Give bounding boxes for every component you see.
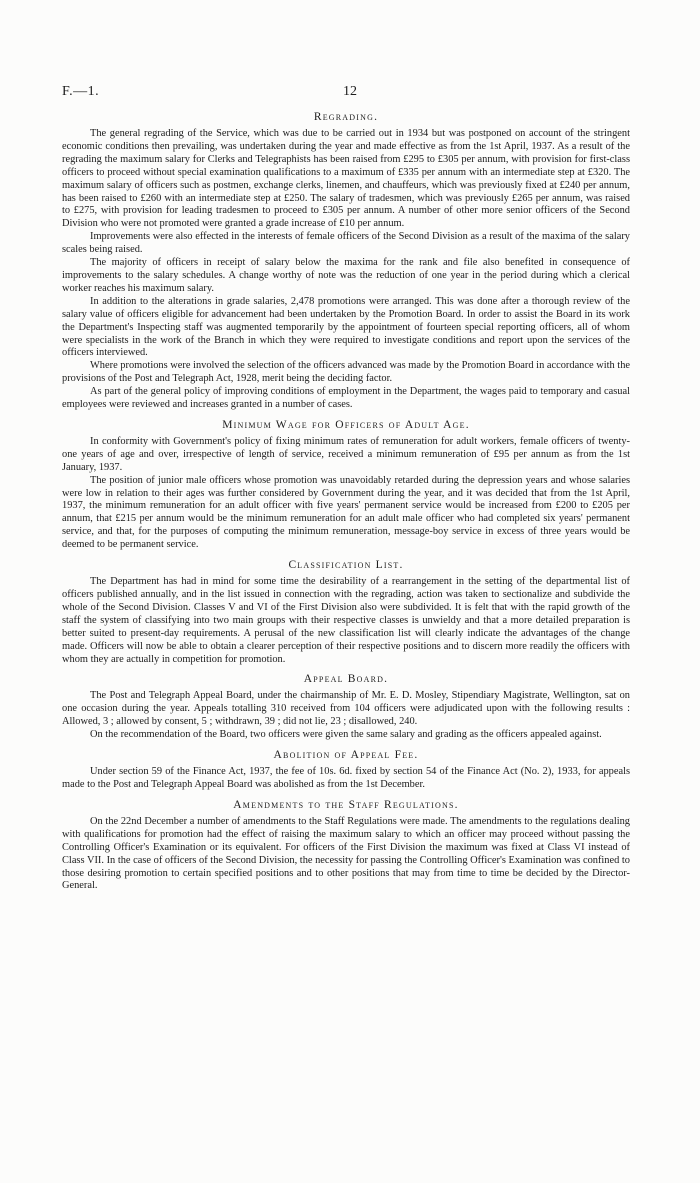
paragraph: In conformity with Government's policy of fixing minimum rates of remuneration for adult workers, female officers of twenty-one years of age and over, irrespective of length of service, received a minimum remuneration of £95 per annum as from the 1st January, 1937.	[62, 435, 630, 473]
section-appeal-board	[62, 672, 630, 742]
section-abolition-appeal-fee	[62, 748, 630, 792]
section-regrading	[62, 110, 630, 412]
section-classification-list	[62, 558, 630, 666]
paragraph: In addition to the alterations in grade salaries, 2,478 promotions were arranged. This was done after a thorough review of the salary value of officers eligible for advancement had been undertaken by the Promotion Board. In order to assist the Board in its work the Department's Inspecting staff was augmented temporarily by the appointment of fourteen special reporting officers, all of whom were specialists in the work of the Branch in which they were required to investigate conditions and report upon the services of the officers interviewed.	[62, 295, 630, 359]
section-heading: Appeal Board.	[303, 673, 389, 686]
section-heading: Minimum Wage for Officers of Adult Age.	[222, 418, 470, 431]
paragraph: The majority of officers in receipt of salary below the maxima for the rank and file also benefited in consequence of improvements to the salary schedules. A change worthy of note was the reduction of one year in the period during which a clerical worker reaches his maximum salary.	[62, 257, 630, 294]
section-staff-regulations	[62, 798, 630, 893]
series-reference: F.—1.	[62, 84, 100, 99]
page-number: 12	[343, 84, 357, 99]
paragraph: On the recommendation of the Board, two officers were given the same salary and grading as the officers appealed against.	[90, 729, 602, 741]
paragraph: The Post and Telegraph Appeal Board, under the chairmanship of Mr. E. D. Mosley, Stipendiary Magistrate, Wellington, sat on one occasion during the year. Appeals totalling 310 received from 104 officers were adjudicated upon with the following results : Allowed, 3 ; allowed by consent, 5 ; withdrawn, 39 ; did not lie, 23 ; disallowed, 240.	[62, 690, 630, 728]
section-heading: Amendments to the Staff Regulations.	[233, 798, 459, 811]
document-body	[62, 110, 630, 899]
paragraph: Under section 59 of the Finance Act, 1937, the fee of 10s. 6d. fixed by section 54 of the Finance Act (No. 2), 1933, for appeals made to the Post and Telegraph Appeal Board was abolished as from the 1st December.	[62, 766, 630, 790]
paragraph: Improvements were also effected in the interests of female officers of the Second Division as a result of the maxima of the salary scales being raised.	[62, 231, 630, 256]
section-heading: Abolition of Appeal Fee.	[273, 749, 419, 762]
section-heading: Classification List.	[288, 559, 404, 572]
paragraph: The general regrading of the Service, which was due to be carried out in 1934 but was postponed on account of the stringent economic conditions then prevailing, was undertaken during the year and made effective as from the 1st April, 1937. As a result of the regrading the maximum salary for Clerks and Telegraphists has been raised from £295 to £305 per annum, with provision for first-class officers to proceed without special examination qualifications to a maximum of £335 per annum with an intermediate step at £320. The maximum salary of officers such as postmen, exchange clerks, linemen, and chauffeurs, which was previously fixed at £240 per annum, has been raised to £260 with an intermediate step at £250. The salary of tradesmen, which was previously £265 per annum, was raised to £275, with provision for leading tradesmen to proceed to £305 per annum. A number of other more senior officers of the Second Division who were not promoted were granted a grade increase of £10 per annum.	[62, 128, 630, 230]
paragraph: Where promotions were involved the selection of the officers advanced was made by the Promotion Board in accordance with the provisions of the Post and Telegraph Act, 1928, merit being the deciding factor.	[62, 360, 630, 385]
paragraph: The Department has had in mind for some time the desirability of a rearrangement in the setting of the departmental list of officers published annually, and in the list issued in connection with the regrading, action was taken to sectionalize and subdivide the whole of the Second Division. Classes V and VI of the First Division also were subdivided. It is felt that with the rapid growth of the staff the system of classifying into two main groups with their respective classes is unwieldy and that a more detailed preparation is better suited to present-day requirements. A perusal of the new classification list will clearly indicate the advantages of the change made. Officers will now be able to obtain a clearer perception of their respective positions and to discern more readily the officers with whom they are actually in competition for promotion.	[62, 576, 630, 665]
section-minimum-wage	[62, 418, 630, 552]
paragraph: The position of junior male officers whose promotion was unavoidably retarded during the depression years and whose salaries were low in relation to their ages was further considered by Government during the year, and it was decided that from the 1st April, 1937, the minimum remuneration for an adult officer with five years' permanent service would be increased from £200 to £205 per annum, that £215 per annum would be the minimum remuneration for an adult male officer who had completed six years' permanent service, and that, for the purposes of computing the minimum remuneration, message-boy service in excess of three years would be deemed to be permanent service.	[62, 474, 630, 551]
paragraph: On the 22nd December a number of amendments to the Staff Regulations were made. The amendments to the regulations dealing with qualifications for promotion had the effect of raising the maximum salary to which an officer may proceed without passing the Controlling Officer's Examination or its equivalent. For officers of the First Division the maximum was fixed at Class VI instead of Class VII. In the case of officers of the Second Division, the necessity for passing the Controlling Officer's Examination was confined to those desiring promotion to certain specified positions and to other positions that may from time to time be decided by the Director-General.	[62, 815, 630, 892]
paragraph: As part of the general policy of improving conditions of employment in the Department, the wages paid to temporary and casual employees were reviewed and increases granted in a number of cases.	[62, 386, 630, 411]
section-heading: Regrading.	[313, 111, 379, 123]
